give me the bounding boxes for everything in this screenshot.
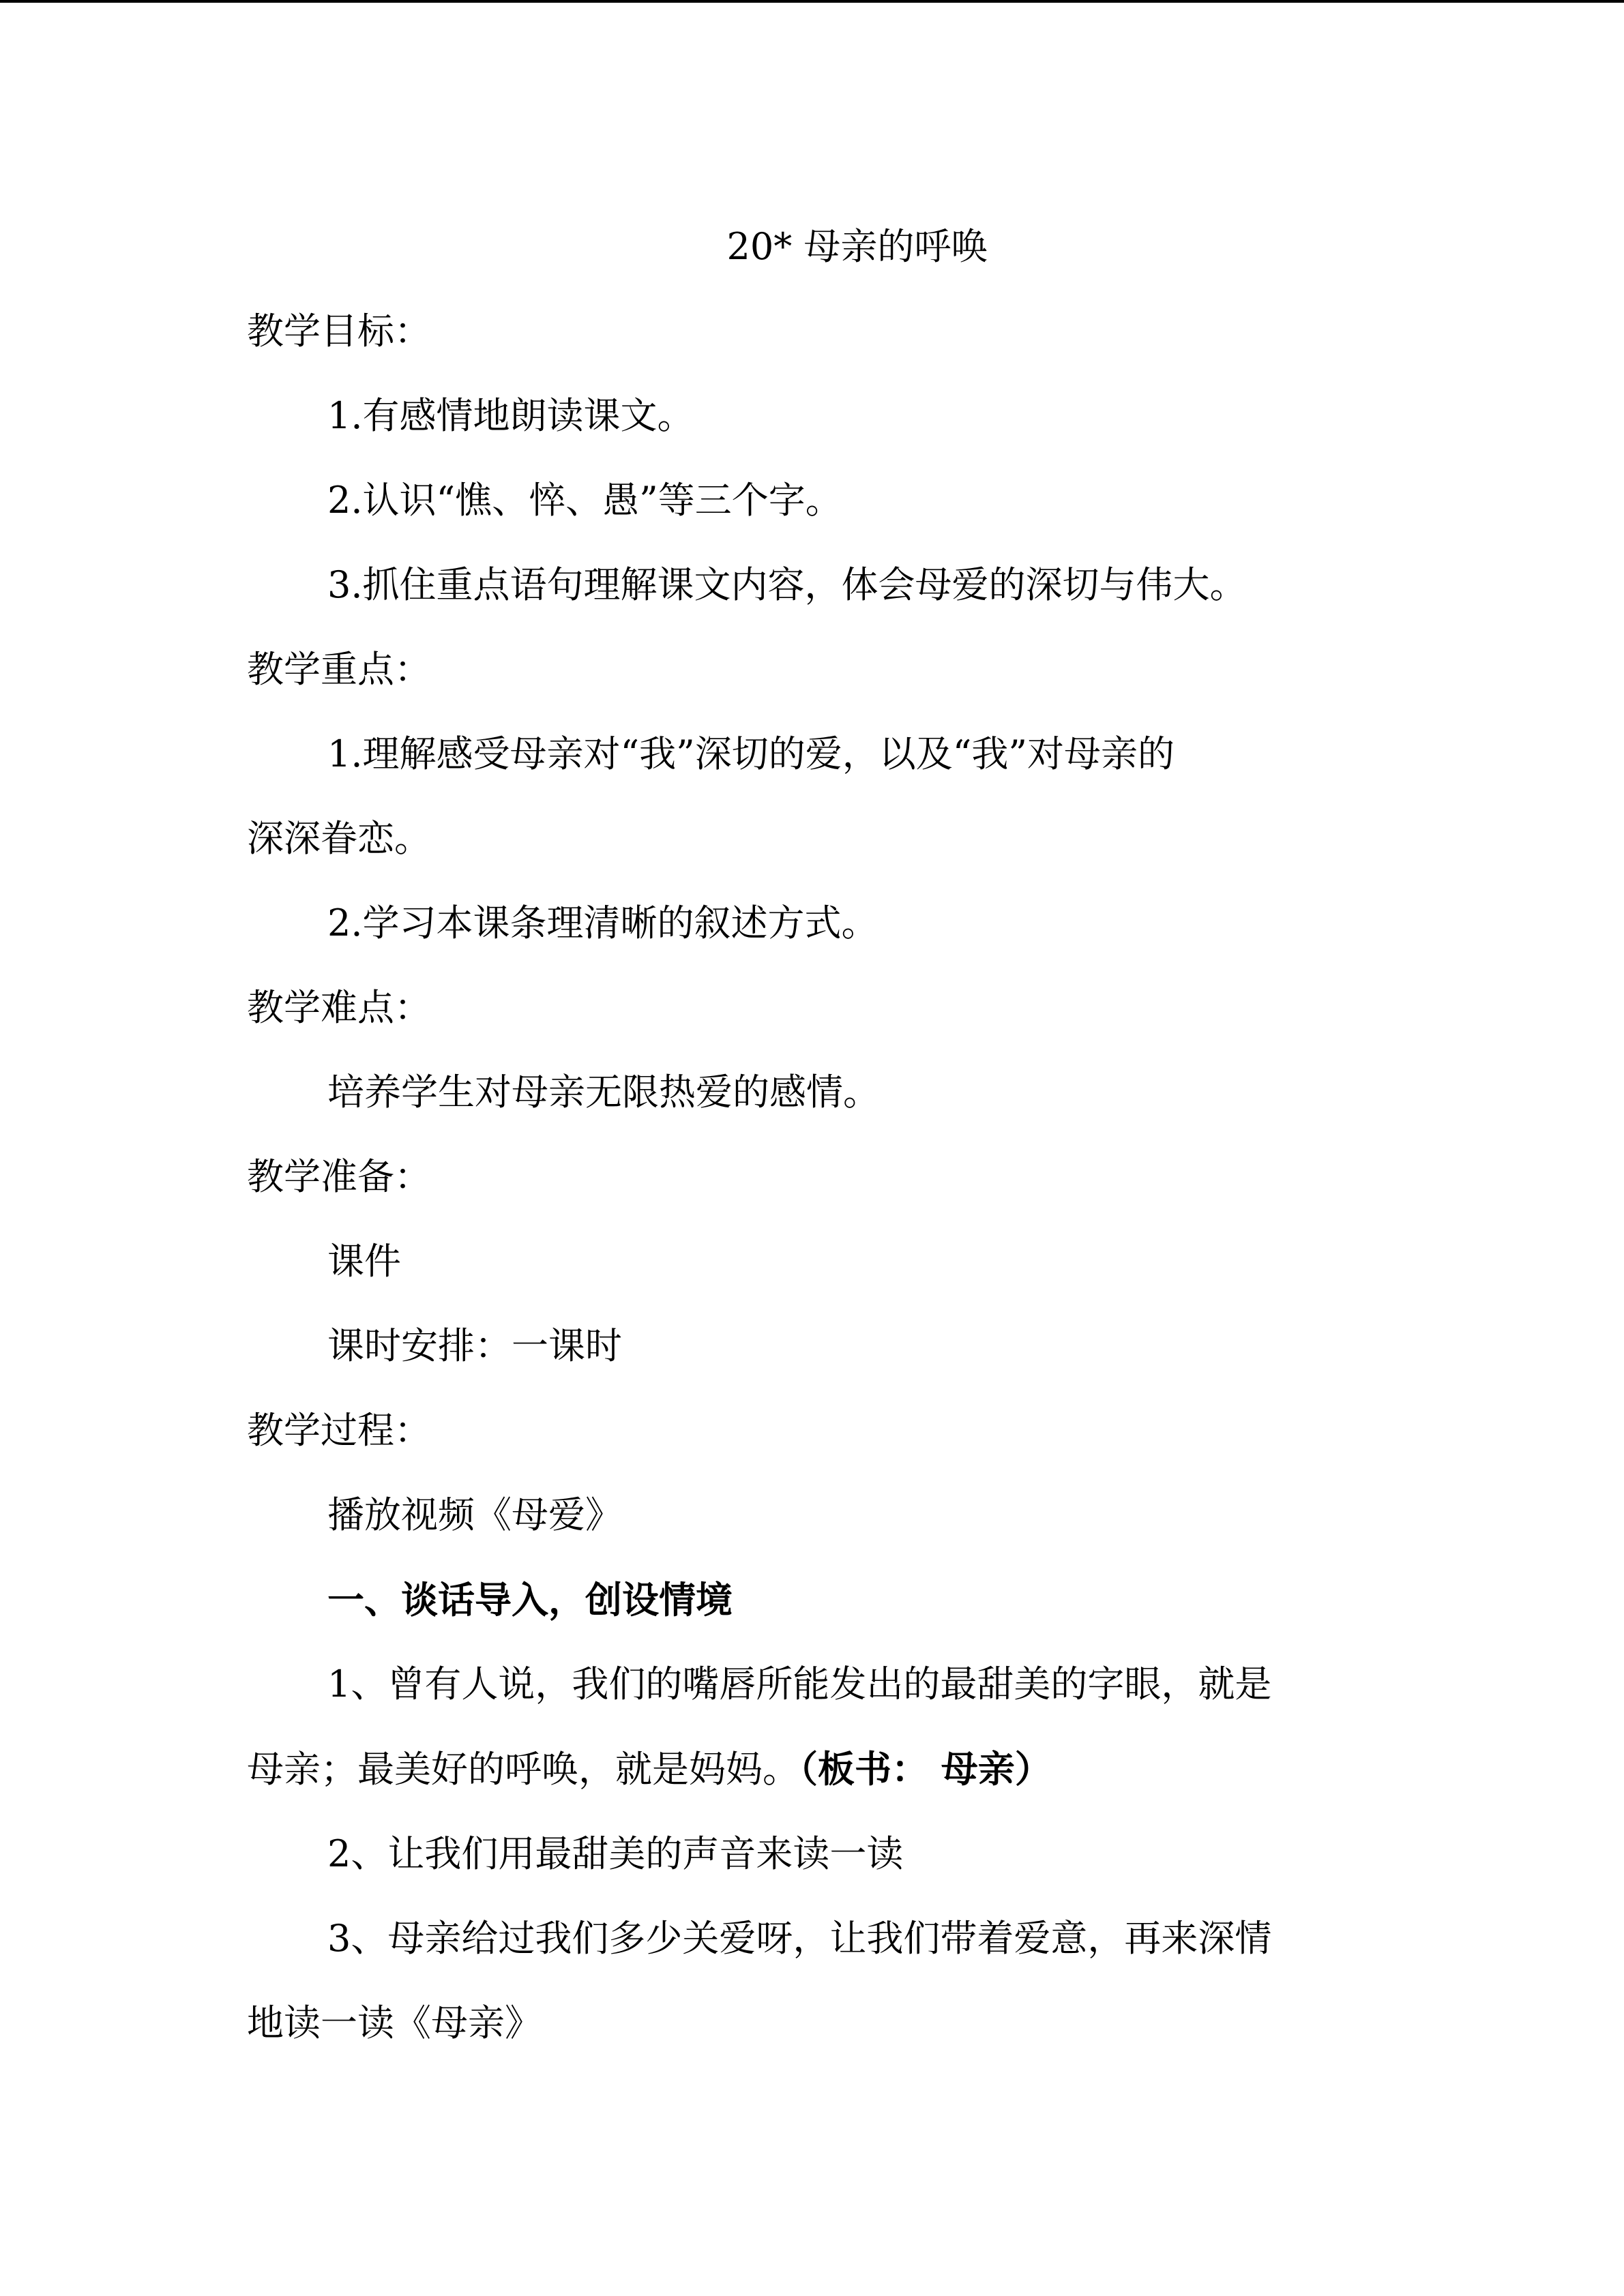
schedule-text: 课时安排：一课时 [327, 1324, 622, 1367]
document-title: 20* 母亲的呼唤 [726, 225, 988, 268]
objective-item: 2.认识“憔、悴、愚”等三个字。 [327, 479, 842, 522]
video-step: 播放视频《母爱》 [327, 1493, 622, 1536]
process-step: 1、曾有人说，我们的嘴唇所能发出的最甜美的字眼，就是 [327, 1663, 1272, 1705]
preparation-text: 课件 [327, 1240, 401, 1283]
page-top-border [0, 0, 1624, 3]
key-point-item: 2.学习本课条理清晰的叙述方式。 [327, 901, 879, 944]
key-point-item-continuation: 深深眷恋。 [247, 817, 431, 860]
process-step: 3、母亲给过我们多少关爱呀，让我们带着爱意，再来深情 [327, 1917, 1272, 1960]
process-step-continuation: 地读一读《母亲》 [247, 2001, 542, 2044]
process-heading: 教学过程： [247, 1409, 431, 1452]
difficulty-text: 培养学生对母亲无限热爱的感情。 [327, 1071, 880, 1114]
key-points-heading: 教学重点： [247, 648, 431, 691]
section-title: 一、谈话导入，创设情境 [327, 1578, 733, 1622]
objective-item: 1.有感情地朗读课文。 [327, 394, 694, 437]
process-step-text: 母亲；最美好的呼唤，就是妈妈。 [247, 1748, 799, 1791]
board-note: （板书： 母亲） [799, 1747, 1052, 1791]
objective-item: 3.抓住重点语句理解课文内容，体会母爱的深切与伟大。 [327, 563, 1247, 606]
preparation-heading: 教学准备： [247, 1155, 431, 1198]
process-step-continuation [247, 1727, 1379, 1812]
process-step: 2、让我们用最甜美的声音来读一读 [327, 1832, 904, 1875]
objectives-heading: 教学目标： [247, 310, 431, 353]
key-point-item: 1.理解感受母亲对“我”深切的爱，以及“我”对母亲的 [327, 732, 1175, 775]
difficulties-heading: 教学难点： [247, 986, 431, 1029]
document-page [247, 205, 1379, 2066]
